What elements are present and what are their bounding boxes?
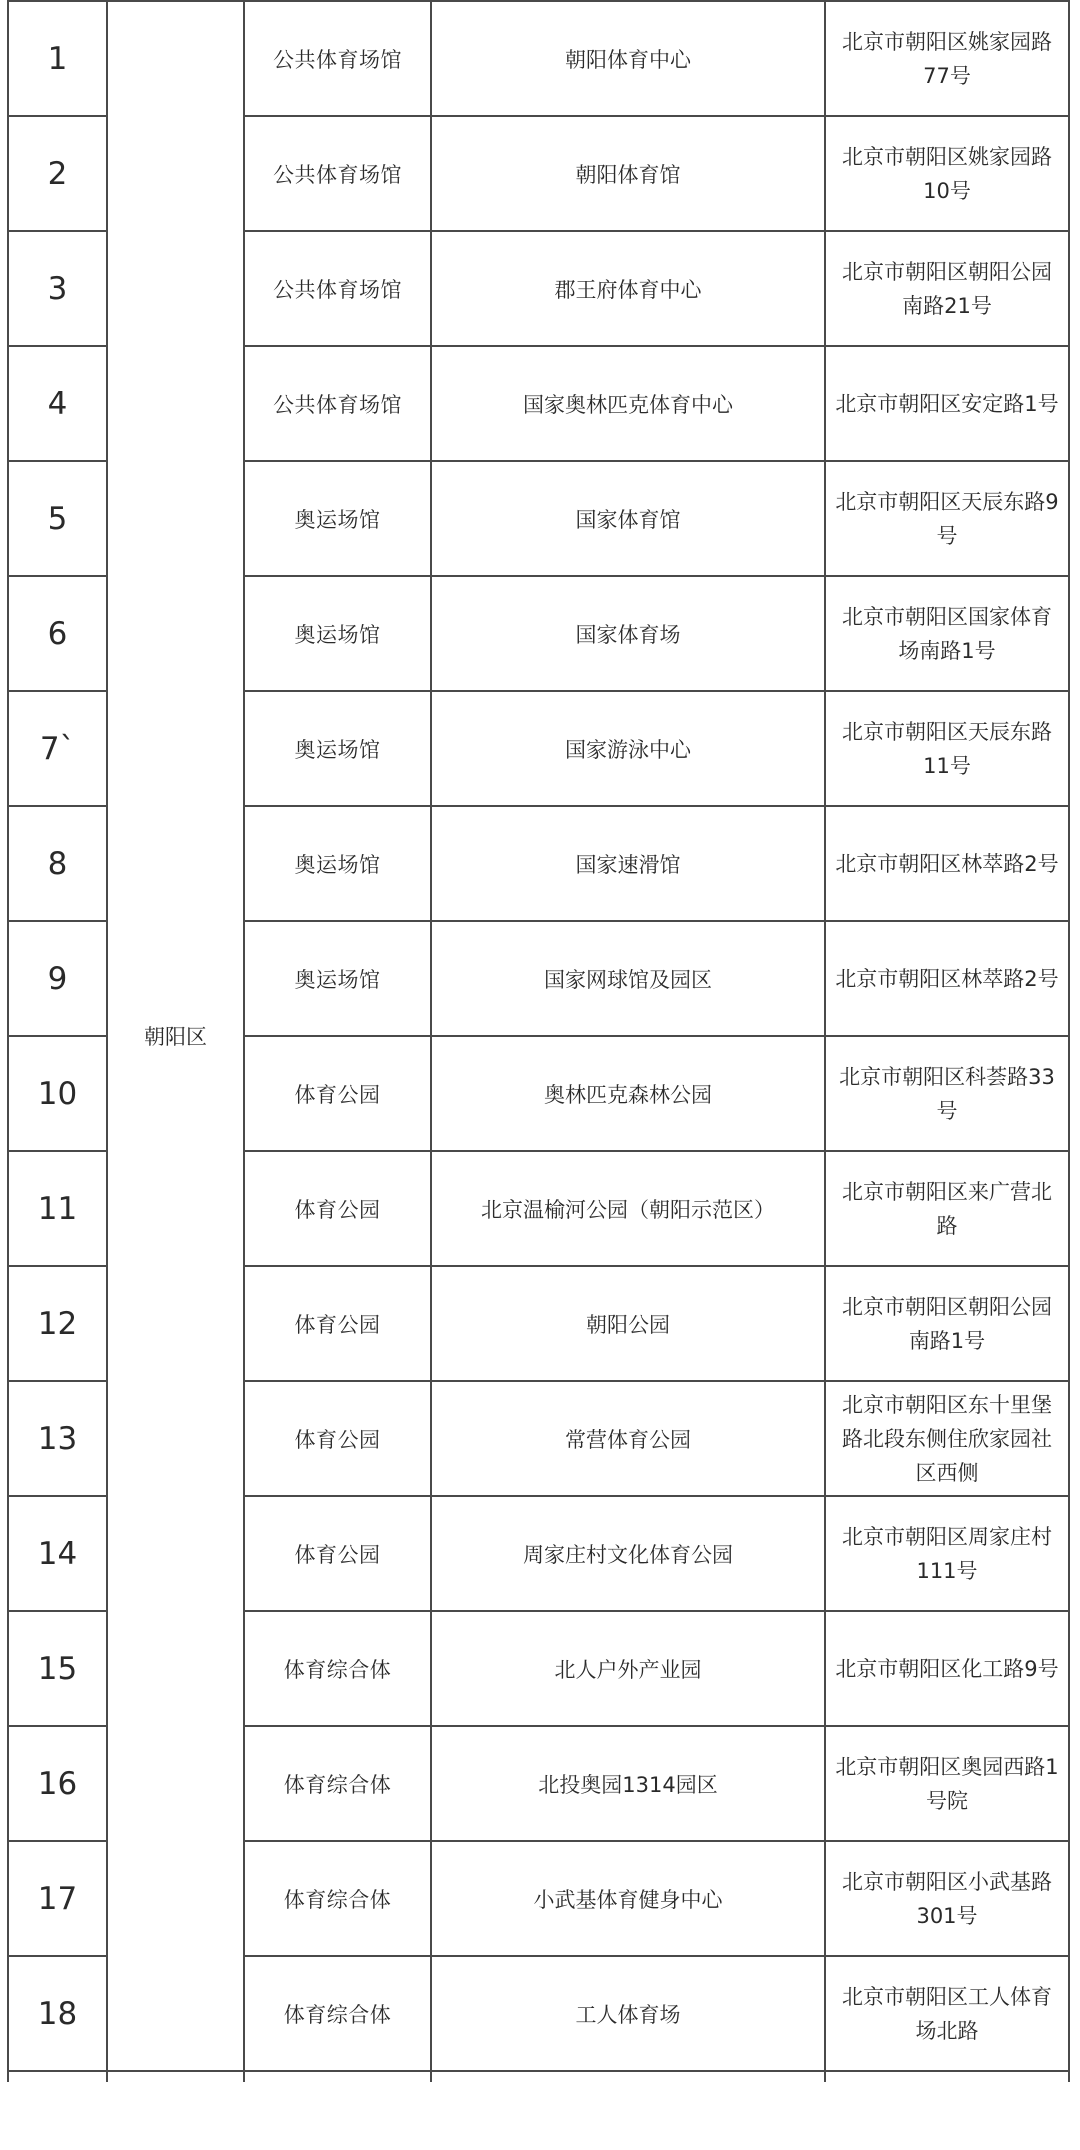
venue-name: 常营体育公园	[431, 1381, 825, 1496]
venue-name: 奥林匹克森林公园	[431, 1036, 825, 1151]
row-number: 12	[8, 1266, 107, 1381]
row-number: 6	[8, 576, 107, 691]
venue-category: 体育综合体	[244, 1611, 431, 1726]
row-number: 2	[8, 116, 107, 231]
venue-category: 公共体育场馆	[244, 231, 431, 346]
venue-category: 奥运场馆	[244, 806, 431, 921]
venue-address: 北京市朝阳区来广营北路	[825, 1151, 1069, 1266]
venue-category: 体育综合体	[244, 1956, 431, 2071]
venue-category: 奥运场馆	[244, 921, 431, 1036]
venue-category: 体育综合体	[244, 1841, 431, 1956]
venue-name: 工人体育场	[431, 1956, 825, 2071]
venue-name: 国家体育馆	[431, 461, 825, 576]
row-number: 18	[8, 1956, 107, 2071]
venue-name: 郡王府体育中心	[431, 231, 825, 346]
venue-address: 北京市朝阳区天辰东路11号	[825, 691, 1069, 806]
venue-name: 北京温榆河公园（朝阳示范区）	[431, 1151, 825, 1266]
venue-name: 朝阳体育馆	[431, 116, 825, 231]
empty-cell	[825, 2071, 1069, 2082]
venue-name: 国家网球馆及园区	[431, 921, 825, 1036]
venue-address: 北京市朝阳区科荟路33号	[825, 1036, 1069, 1151]
row-number: 17	[8, 1841, 107, 1956]
venue-name: 国家游泳中心	[431, 691, 825, 806]
venue-address: 北京市朝阳区奥园西路1号院	[825, 1726, 1069, 1841]
row-number: 9	[8, 921, 107, 1036]
venue-category: 奥运场馆	[244, 461, 431, 576]
venue-category: 公共体育场馆	[244, 116, 431, 231]
empty-cell	[8, 2071, 107, 2082]
venue-address: 北京市朝阳区化工路9号	[825, 1611, 1069, 1726]
venue-address: 北京市朝阳区姚家园路10号	[825, 116, 1069, 231]
empty-cell	[431, 2071, 825, 2082]
row-number: 14	[8, 1496, 107, 1611]
venue-name: 朝阳体育中心	[431, 1, 825, 116]
venue-address: 北京市朝阳区工人体育场北路	[825, 1956, 1069, 2071]
row-number: 15	[8, 1611, 107, 1726]
row-number: 13	[8, 1381, 107, 1496]
venue-category: 奥运场馆	[244, 576, 431, 691]
table-row	[8, 1, 1069, 116]
row-number: 3	[8, 231, 107, 346]
district-cell: 朝阳区	[107, 1, 244, 2071]
venue-address: 北京市朝阳区朝阳公园南路21号	[825, 231, 1069, 346]
venue-address: 北京市朝阳区小武基路301号	[825, 1841, 1069, 1956]
venue-address: 北京市朝阳区林萃路2号	[825, 806, 1069, 921]
venue-name: 国家速滑馆	[431, 806, 825, 921]
venue-address: 北京市朝阳区安定路1号	[825, 346, 1069, 461]
venue-name: 小武基体育健身中心	[431, 1841, 825, 1956]
venue-category: 公共体育场馆	[244, 1, 431, 116]
venue-address: 北京市朝阳区姚家园路77号	[825, 1, 1069, 116]
venue-name: 国家体育场	[431, 576, 825, 691]
row-number: 10	[8, 1036, 107, 1151]
row-number: 5	[8, 461, 107, 576]
row-number: 1	[8, 1, 107, 116]
row-number: 4	[8, 346, 107, 461]
venue-address: 北京市朝阳区天辰东路9号	[825, 461, 1069, 576]
row-number: 8	[8, 806, 107, 921]
empty-cell	[107, 2071, 244, 2082]
venue-category: 奥运场馆	[244, 691, 431, 806]
venue-address: 北京市朝阳区周家庄村111号	[825, 1496, 1069, 1611]
venue-address: 北京市朝阳区林萃路2号	[825, 921, 1069, 1036]
venue-category: 体育公园	[244, 1266, 431, 1381]
venue-name: 周家庄村文化体育公园	[431, 1496, 825, 1611]
venue-address: 北京市朝阳区东十里堡路北段东侧住欣家园社区西侧	[825, 1381, 1069, 1496]
venue-category: 体育公园	[244, 1036, 431, 1151]
venue-category: 体育综合体	[244, 1726, 431, 1841]
venue-address: 北京市朝阳区朝阳公园南路1号	[825, 1266, 1069, 1381]
row-number: 11	[8, 1151, 107, 1266]
row-number: 7`	[8, 691, 107, 806]
venue-table-body	[8, 1, 1069, 2082]
venue-category: 体育公园	[244, 1381, 431, 1496]
venue-address: 北京市朝阳区国家体育场南路1号	[825, 576, 1069, 691]
empty-cell	[244, 2071, 431, 2082]
venue-name: 国家奥林匹克体育中心	[431, 346, 825, 461]
venue-category: 体育公园	[244, 1496, 431, 1611]
venue-table	[7, 0, 1070, 2082]
venue-name: 朝阳公园	[431, 1266, 825, 1381]
row-number: 16	[8, 1726, 107, 1841]
table-row-cut-off	[8, 2071, 1069, 2082]
venue-category: 体育公园	[244, 1151, 431, 1266]
venue-name: 北投奥园1314园区	[431, 1726, 825, 1841]
venue-name: 北人户外产业园	[431, 1611, 825, 1726]
venue-category: 公共体育场馆	[244, 346, 431, 461]
